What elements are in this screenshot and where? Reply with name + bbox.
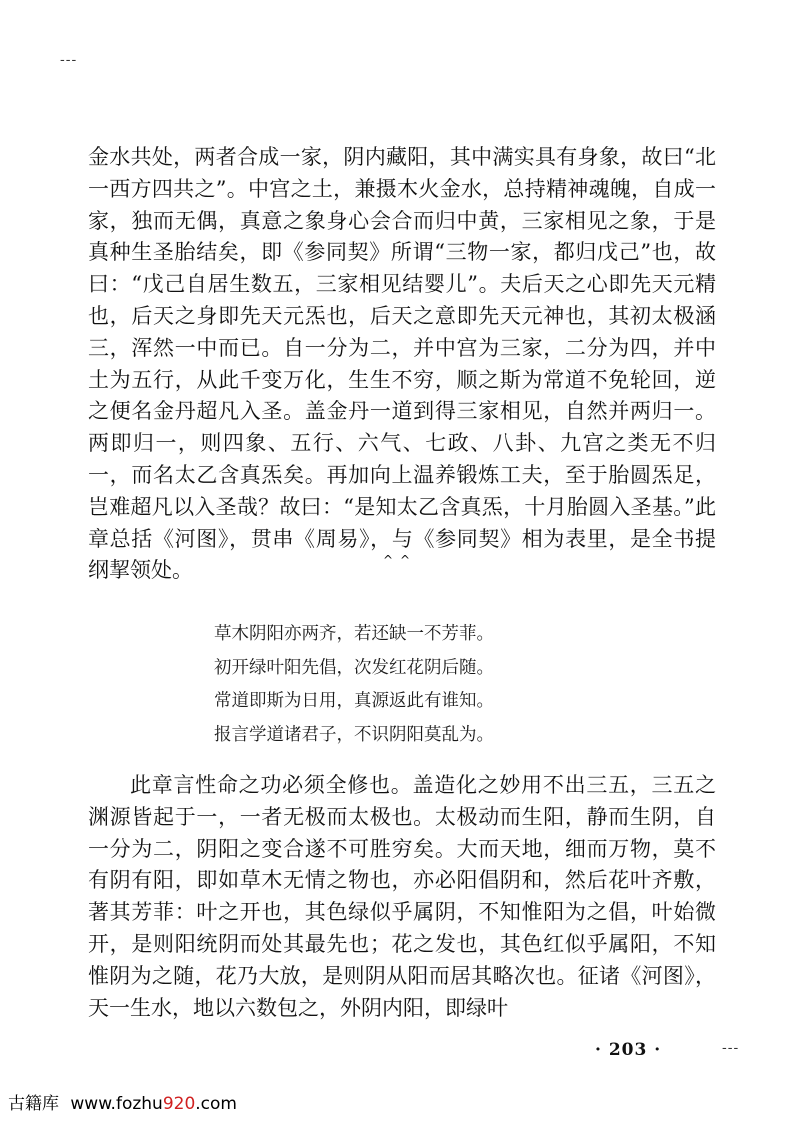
corner-mark-top-left: --- [60, 52, 78, 68]
page-number: · 203 · [595, 1040, 662, 1060]
site-url[interactable] [70, 1094, 237, 1114]
corner-mark-bottom-right: --- [722, 1040, 740, 1056]
site-footer[interactable] [8, 1089, 237, 1114]
site-url-number: 920 [162, 1094, 196, 1114]
poem-line-2: 初开绿叶阳先倡，次发红花阴后随。 [214, 657, 494, 678]
poem-line-4: 报言学道诸君子，不识阴阳莫乱为。 [214, 724, 494, 745]
paragraph-2: 此章言性命之功必须全修也。盖造化之妙用不出三五，三五之渊源皆起于一，一者无极而太极也。太极动而生阳，静而生阴，自一分为二，阴阳之变合遂不可胜穷矣。大而天地，细而万物，莫不有阴有阳，即如草木无情之物也，亦必阳倡阴和，然后花叶齐敷，著其芳菲：叶之开也，其色绿似乎属阴，不知惟阳为之倡，叶始微开，是则阳统阴而处其最先也；花之发也，其色红似乎属阳，不知惟阴为之随，花乃大放，是则阴从阳而居其略次也。征诸《河图》，天一生水，地以六数包之，外阴内阳，即绿叶 [88, 773, 716, 1020]
poem-line-3: 常道即斯为日用，真源返此有谁知。 [214, 691, 494, 711]
site-url-prefix: www.fozhu [70, 1094, 163, 1114]
emphasis-caret-1: ^ [383, 553, 394, 567]
site-name: 古籍库 [8, 1094, 59, 1114]
emphasis-caret-2: ^ [400, 553, 411, 567]
site-url-suffix: .com [195, 1094, 237, 1114]
poem-line-1: 草木阴阳亦两齐，若还缺一不芳菲。 [214, 624, 494, 644]
poem-block [214, 618, 494, 752]
paragraph-1: 金水共处，两者合成一家，阴内藏阳，其中满实具有身象，故曰“北一西方四共之”。中宫之土，兼摄木火金水，总持精神魂魄，自成一家，独而无偶，真意之象身心会合而归中黄，三家相见之象，于是真种生圣胎结矣，即《参同契》所谓“三物一家，都归戊己”也，故曰：“戊己自居生数五，三家相见结婴儿”。夫后天之心即先天元精也，后天之身即先天元炁也，后天之意即先天元神也，其初太极涵三，浑然一中而已。自一分为二，并中宫为三家，二分为四，并中土为五行，从此千变万化，生生不穷，顺之斯为常道不免轮回，逆之便名金丹超凡入圣。盖金丹一道到得三家相见，自然并两归一。两即归一，则四象、五行、六气、七政、八卦、九宫之类无不归一，而名太乙含真炁矣。再加向上温养锻炼工夫，至于胎圆炁足，岂难超凡以入圣哉？故曰：“是知太乙含真炁，十月胎圆入圣基。”此章总括《河图》，贯串《周易》，与《参同契》相为表里，是全书提纲挈领处。 [88, 145, 716, 583]
